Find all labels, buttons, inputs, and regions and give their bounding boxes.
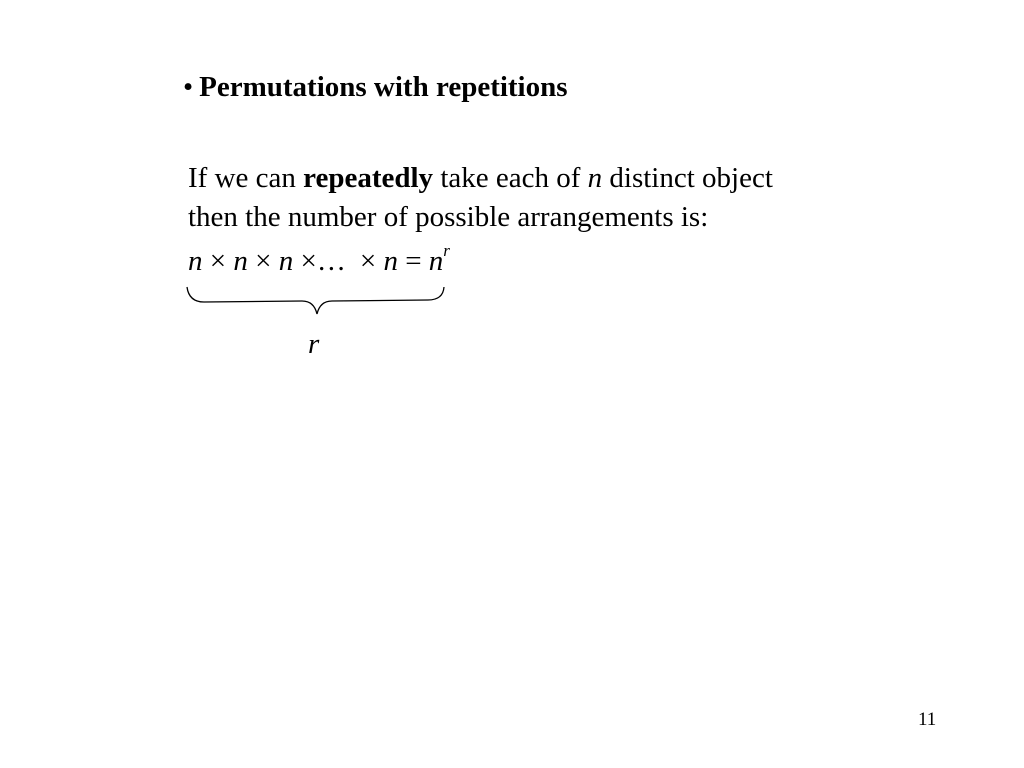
formula-operator: × <box>247 245 279 277</box>
formula-operator: × <box>202 245 234 277</box>
heading-title: Permutations with repetitions <box>199 71 568 103</box>
formula-term: n <box>233 245 248 277</box>
paragraph-text: If we can <box>188 162 304 194</box>
formula-result-base: n <box>428 245 444 277</box>
page-number: 11 <box>918 709 937 730</box>
underbrace <box>184 284 446 320</box>
formula-term: n <box>188 245 203 277</box>
paragraph-line-1 <box>188 159 773 198</box>
slide-heading <box>183 68 568 106</box>
underbrace-label: r <box>308 328 320 360</box>
paragraph-text: take each of <box>433 162 588 194</box>
formula-operator: × <box>359 245 384 277</box>
paragraph-line-2: then the number of possible arrangements is: <box>188 201 709 233</box>
formula-operator: ×… <box>293 245 346 277</box>
bullet-point: • <box>183 71 194 103</box>
formula-term: n <box>383 245 398 277</box>
paragraph-text: distinct object <box>602 162 773 194</box>
formula <box>188 242 450 280</box>
underbrace-curve <box>187 287 444 314</box>
emphasis-repeatedly: repeatedly <box>303 162 434 194</box>
formula-exponent: r <box>443 241 450 260</box>
formula-equals: = <box>397 245 429 277</box>
variable-n: n <box>587 162 603 194</box>
definition-paragraph <box>188 159 773 237</box>
formula-term: n <box>278 245 294 277</box>
